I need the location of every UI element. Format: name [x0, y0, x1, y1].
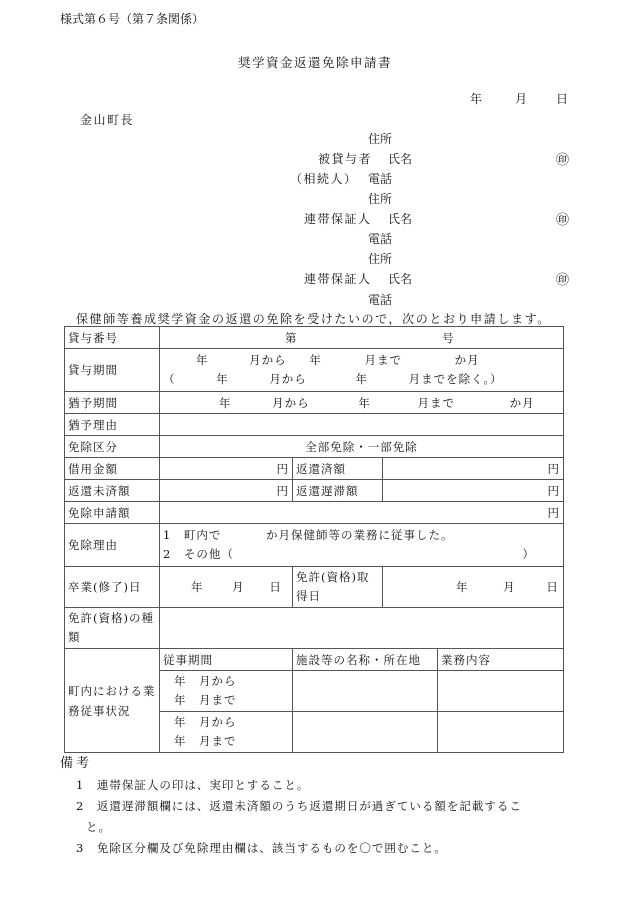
- reason-option-1-b: か月保健師等の業務に従事した。: [265, 528, 454, 542]
- date-year-label: 年: [470, 92, 483, 106]
- repaid-unit: 円: [547, 461, 561, 476]
- reason-option-2-a: 2 その他（: [163, 547, 234, 561]
- work-status-label: 町内における業務従事状況: [65, 649, 160, 753]
- license-type-field[interactable]: [160, 608, 564, 649]
- work-row-2-from: 年 月から: [174, 715, 237, 729]
- loan-number-prefix: 第: [285, 330, 298, 345]
- license-day: 日: [546, 580, 559, 594]
- license-date-label: 免許(資格)取得日: [293, 567, 383, 608]
- work-row-2-content[interactable]: [438, 712, 564, 753]
- date-month-label: 月: [515, 92, 528, 106]
- guarantor1-phone-label: 電話: [368, 232, 393, 246]
- exemption-reason-label: 免除理由: [65, 524, 160, 567]
- intro-statement: 保健師等養成奨学資金の返還の免除を受けたいので，次のとおり申請します。: [76, 312, 551, 326]
- work-row-1-content[interactable]: [438, 671, 564, 712]
- applicant-phone-label: 電話: [368, 172, 393, 186]
- reason-option-2-b: ）: [522, 547, 535, 561]
- graduation-date-field[interactable]: [160, 567, 293, 608]
- work-row-2-to: 年 月まで: [174, 734, 237, 748]
- applicant-heir-label: （相続人）: [290, 172, 358, 186]
- form-number: 様式第６号（第７条関係）: [60, 12, 205, 26]
- overdue-label: 返還遅滞額: [293, 480, 383, 502]
- loan-period-exclude-from-month: 月から: [269, 372, 307, 386]
- grace-period-row: [65, 392, 564, 414]
- loan-period-row: [65, 349, 564, 392]
- graduation-year: 年: [191, 580, 204, 594]
- loan-period-from-year: 年: [196, 353, 209, 367]
- guarantor1-role: 連帯保証人: [304, 212, 372, 226]
- exemption-reason-row: [65, 524, 564, 567]
- license-date-field[interactable]: [383, 567, 564, 608]
- application-table: [64, 326, 564, 753]
- exemption-type-field[interactable]: 全部免除・一部免除: [160, 436, 564, 458]
- guarantor1-address-label: 住所: [368, 192, 393, 206]
- overdue-field[interactable]: [383, 480, 564, 502]
- requested-label: 免除申請額: [65, 502, 160, 524]
- loan-number-suffix: 号: [442, 330, 455, 345]
- graduation-license-row: [65, 567, 564, 608]
- applicant-role: 被貸与者: [318, 152, 373, 166]
- unpaid-field[interactable]: [160, 480, 293, 502]
- guarantor1-seal-icon: ㊞: [556, 213, 570, 228]
- graduation-label: 卒業(修了)日: [65, 567, 160, 608]
- addressee: 金山町長: [80, 113, 135, 127]
- loan-period-label: 貸与期間: [65, 349, 160, 392]
- date-day-label: 日: [556, 92, 569, 106]
- license-month: 月: [503, 580, 516, 594]
- loan-period-to-month: 月まで: [364, 353, 402, 367]
- applicant-name-label: 氏名: [388, 152, 413, 166]
- grace-reason-row: [65, 414, 564, 436]
- reason-option-1-a: 1 町内で: [163, 528, 222, 542]
- work-row-1-from: 年 月から: [174, 674, 237, 688]
- borrowed-field[interactable]: [160, 458, 293, 480]
- notes-section: [60, 752, 570, 859]
- guarantor2-seal-icon: ㊞: [556, 273, 570, 288]
- work-header-row: [65, 649, 564, 671]
- license-year: 年: [456, 580, 469, 594]
- form-title: 奨学資金返還免除申請書: [238, 55, 393, 70]
- guarantor2-name-label: 氏名: [388, 272, 413, 286]
- borrowed-repaid-row: [65, 458, 564, 480]
- exemption-type-label: 免除区分: [65, 436, 160, 458]
- exemption-type-row: [65, 436, 564, 458]
- overdue-unit: 円: [547, 483, 561, 498]
- requested-field[interactable]: [160, 502, 564, 524]
- work-row-1-facility[interactable]: [293, 671, 438, 712]
- unpaid-overdue-row: [65, 480, 564, 502]
- unpaid-label: 返還未済額: [65, 480, 160, 502]
- applicant-address-label: 住所: [368, 132, 393, 146]
- applicant-seal-icon: ㊞: [556, 153, 570, 168]
- loan-number-field[interactable]: [160, 327, 564, 349]
- requested-unit: 円: [547, 505, 561, 520]
- exemption-reason-field[interactable]: [160, 524, 564, 567]
- grace-from-month: 月から: [272, 395, 310, 410]
- grace-months: か月: [509, 395, 535, 410]
- loan-period-exclude-open: （: [163, 372, 176, 386]
- loan-number-label: 貸与番号: [65, 327, 160, 349]
- work-col-period: 従事期間: [160, 649, 293, 671]
- license-type-label: 免許(資格)の種類: [65, 608, 160, 649]
- guarantor2-role: 連帯保証人: [304, 272, 372, 286]
- grace-period-field[interactable]: [160, 392, 564, 414]
- note-2-continued: と。: [86, 820, 111, 834]
- loan-period-from-month: 月から: [249, 353, 287, 367]
- loan-period-to-year: 年: [309, 353, 322, 367]
- graduation-day: 日: [269, 580, 282, 594]
- grace-reason-field[interactable]: [160, 414, 564, 436]
- loan-period-exclude-to-year: 年: [355, 372, 368, 386]
- work-row-1-period[interactable]: [160, 671, 293, 712]
- guarantor1-name-label: 氏名: [388, 212, 413, 226]
- grace-reason-label: 猶予理由: [65, 414, 160, 436]
- graduation-month: 月: [232, 580, 245, 594]
- work-row-2-period[interactable]: [160, 712, 293, 753]
- unpaid-unit: 円: [276, 483, 289, 498]
- note-1: 1 連帯保証人の印は、実印とすること。: [76, 778, 310, 792]
- guarantor2-address-label: 住所: [368, 252, 393, 266]
- loan-period-field[interactable]: [160, 349, 564, 392]
- work-row-2-facility[interactable]: [293, 712, 438, 753]
- grace-to-month: 月まで: [417, 395, 455, 410]
- loan-period-exclude-to-month: 月までを除く。）: [408, 372, 503, 386]
- loan-period-months: か月: [454, 353, 480, 367]
- loan-period-exclude-from-year: 年: [216, 372, 229, 386]
- loan-number-row: [65, 327, 564, 349]
- borrowed-label: 借用金額: [65, 458, 160, 480]
- repaid-field[interactable]: [383, 458, 564, 480]
- work-row-1-to: 年 月まで: [174, 693, 237, 707]
- work-col-content: 業務内容: [438, 649, 564, 671]
- borrowed-unit: 円: [276, 461, 289, 476]
- license-type-row: [65, 608, 564, 649]
- notes-title: 備考: [60, 756, 93, 771]
- note-2: 2 返還遅滞額欄には、返還未済額のうち返還期日が過ぎている額を記載するこ: [76, 799, 522, 813]
- grace-from-year: 年: [219, 395, 232, 410]
- work-col-facility: 施設等の名称・所在地: [293, 649, 438, 671]
- repaid-label: 返還済額: [293, 458, 383, 480]
- requested-row: [65, 502, 564, 524]
- note-3: 3 免除区分欄及び免除理由欄は、該当するものを〇で囲むこと。: [76, 841, 447, 855]
- guarantor2-phone-label: 電話: [368, 293, 393, 307]
- grace-period-label: 猶予期間: [65, 392, 160, 414]
- grace-to-year: 年: [358, 395, 371, 410]
